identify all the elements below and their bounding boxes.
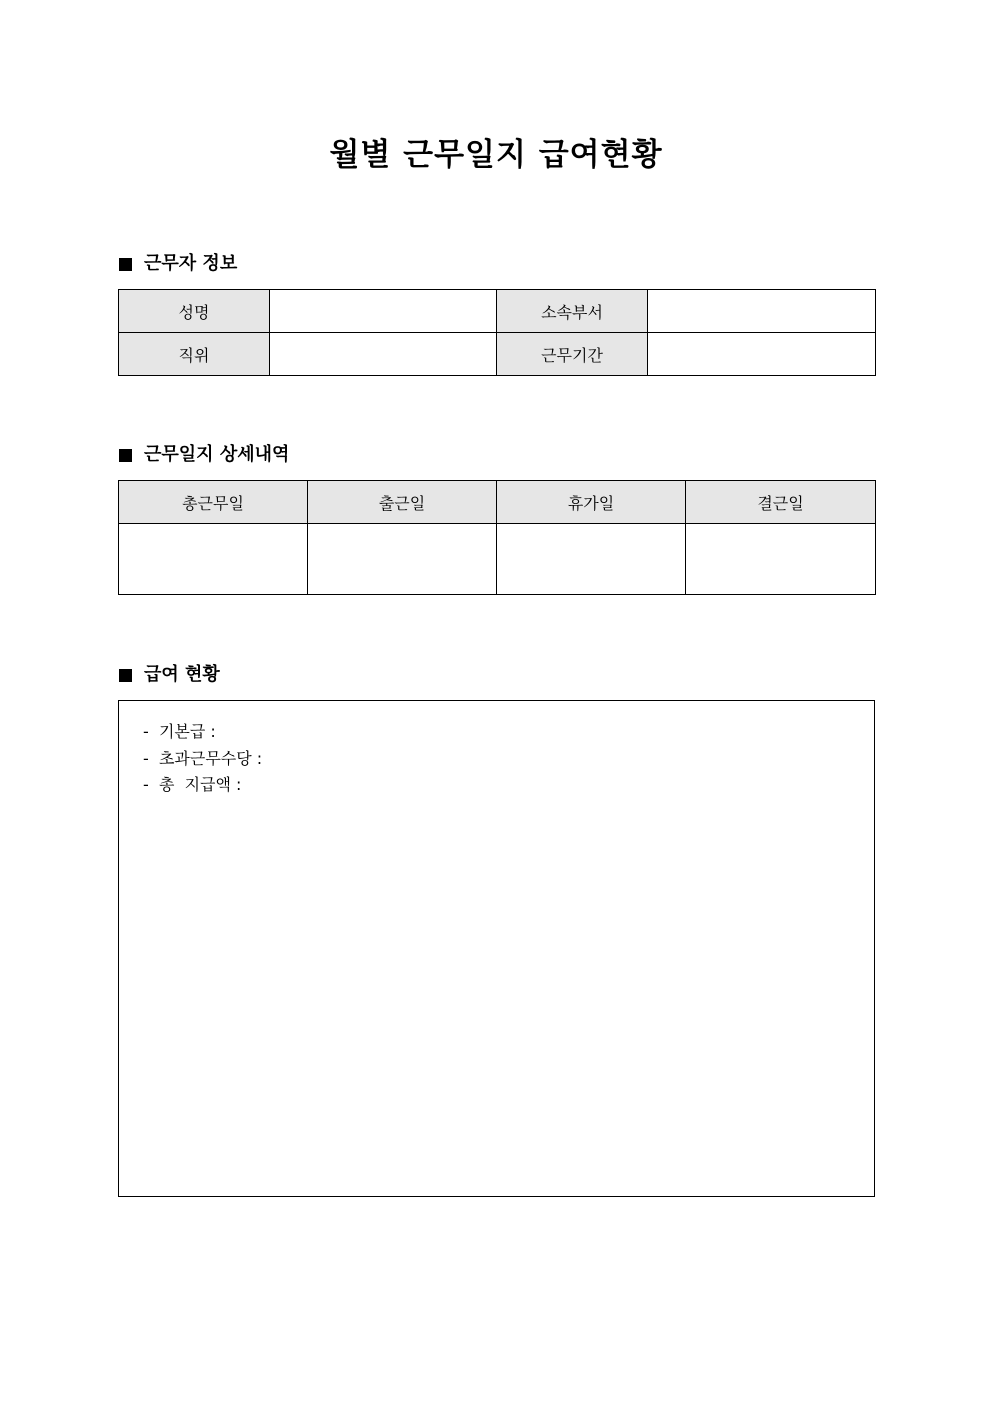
- work-detail-heading-text: 근무일지 상세내역: [144, 444, 290, 465]
- salary-heading-text: 급여 현황: [144, 664, 220, 685]
- worker-info-heading: [119, 252, 237, 276]
- work-period-field[interactable]: [648, 333, 876, 376]
- absence-days-field[interactable]: [686, 524, 876, 595]
- total-workdays-header: 총근무일: [119, 481, 308, 524]
- position-field[interactable]: [270, 333, 497, 376]
- attendance-days-header: 출근일: [308, 481, 497, 524]
- department-field[interactable]: [648, 290, 876, 333]
- overtime-pay-item: - 초과근무수당 :: [143, 748, 263, 768]
- salary-box[interactable]: [118, 700, 875, 1197]
- table-header-row: [119, 481, 876, 524]
- square-bullet-icon: [119, 669, 132, 682]
- absence-days-header: 결근일: [686, 481, 876, 524]
- worker-info-heading-text: 근무자 정보: [144, 253, 238, 274]
- document-title: 월별 근무일지 급여현황: [329, 137, 663, 173]
- table-row: [119, 524, 876, 595]
- table-row: [119, 333, 876, 376]
- name-label: 성명: [119, 290, 270, 333]
- work-detail-table: [118, 480, 876, 595]
- square-bullet-icon: [119, 258, 132, 271]
- position-label: 직위: [119, 333, 270, 376]
- name-field[interactable]: [270, 290, 497, 333]
- base-pay-item: - 기본급 :: [143, 722, 216, 741]
- total-pay-item: - 총 지급액 :: [143, 775, 242, 794]
- salary-heading: [119, 663, 220, 687]
- worker-info-table: [118, 289, 876, 376]
- department-label: 소속부서: [497, 290, 648, 333]
- square-bullet-icon: [119, 449, 132, 462]
- salary-list: [143, 719, 262, 799]
- attendance-days-field[interactable]: [308, 524, 497, 595]
- work-detail-heading: [119, 443, 289, 467]
- total-workdays-field[interactable]: [119, 524, 308, 595]
- work-period-label: 근무기간: [497, 333, 648, 376]
- vacation-days-field[interactable]: [497, 524, 686, 595]
- table-row: [119, 290, 876, 333]
- vacation-days-header: 휴가일: [497, 481, 686, 524]
